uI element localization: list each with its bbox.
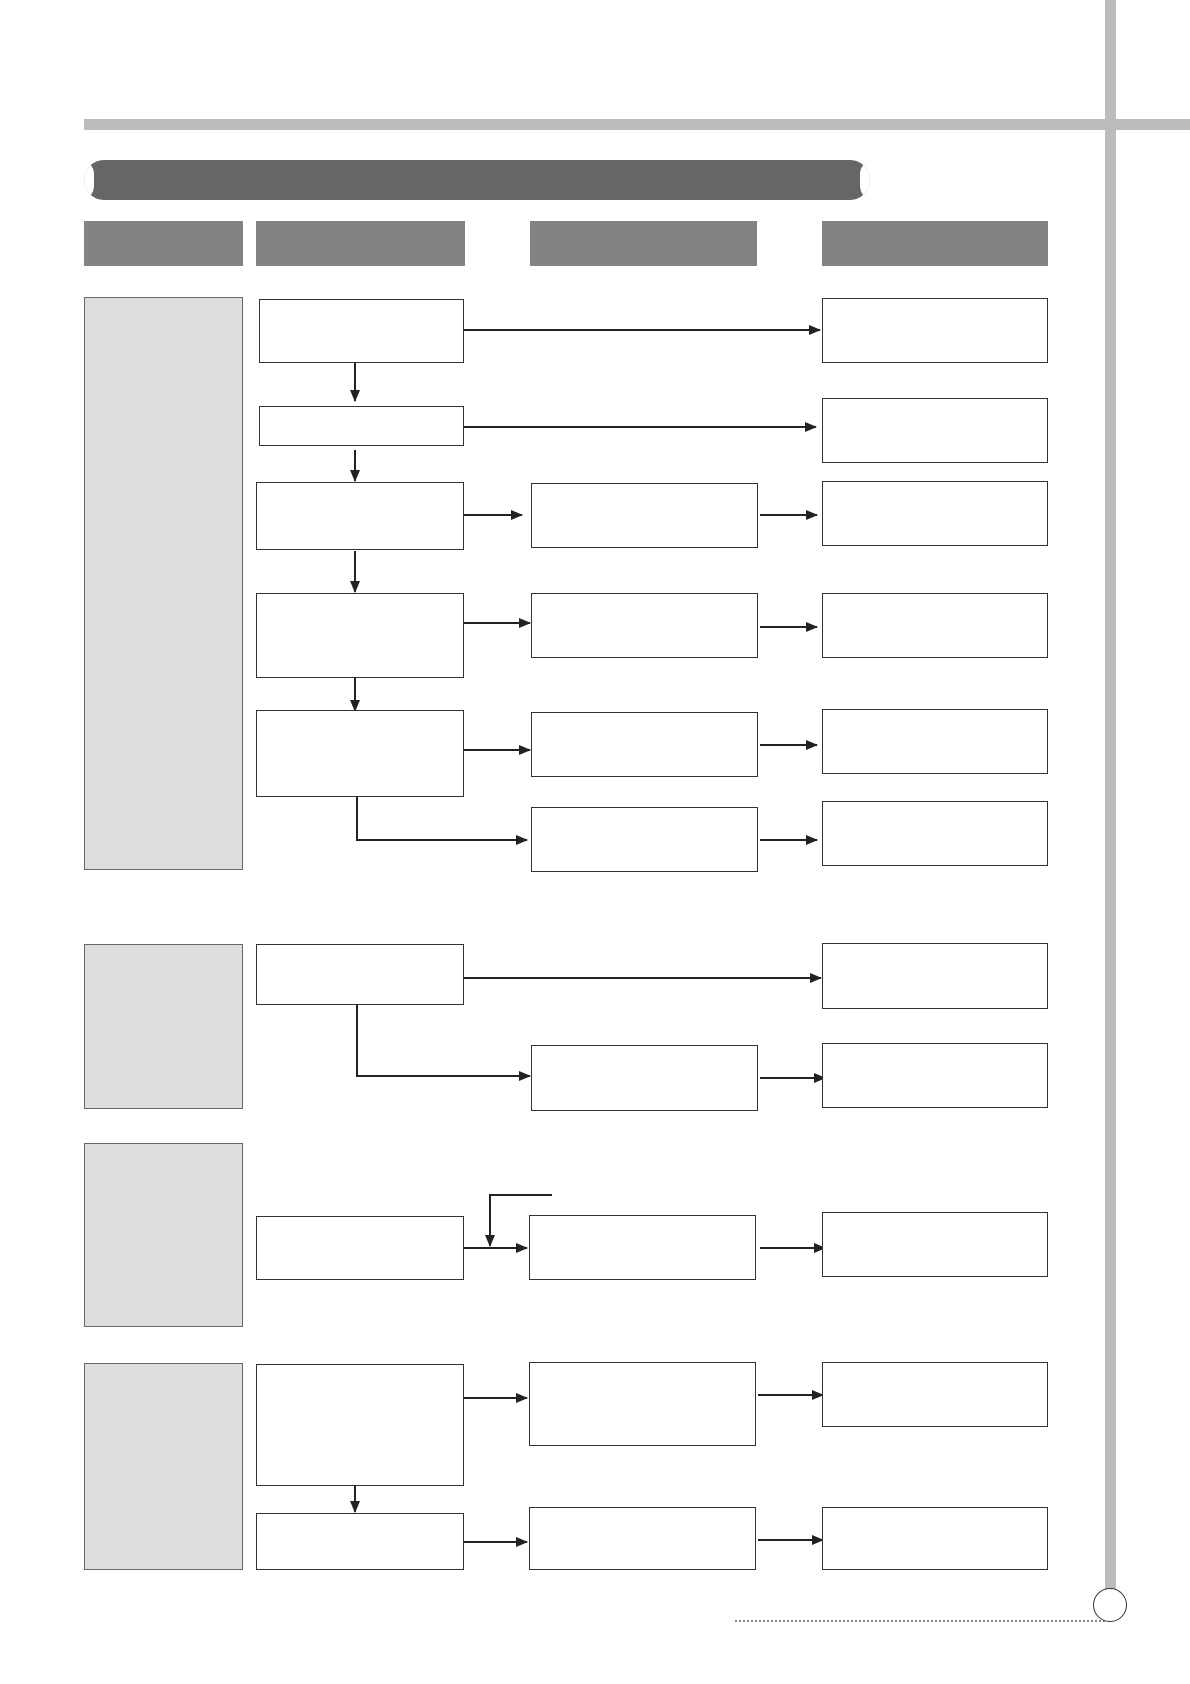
page-number bbox=[1093, 1588, 1127, 1622]
flow-box bbox=[822, 398, 1048, 463]
flow-box bbox=[256, 1513, 464, 1570]
flow-box bbox=[822, 1212, 1048, 1277]
flow-box bbox=[531, 593, 758, 658]
flow-box bbox=[822, 298, 1048, 363]
flow-box bbox=[256, 1216, 464, 1280]
footer-dotted-line bbox=[735, 1620, 1105, 1622]
flow-box bbox=[256, 593, 464, 678]
flow-box bbox=[256, 710, 464, 797]
flow-box bbox=[529, 1215, 756, 1280]
flow-box bbox=[822, 801, 1048, 866]
flow-box bbox=[531, 1045, 758, 1111]
flow-box bbox=[822, 1043, 1048, 1108]
flow-box bbox=[531, 483, 758, 548]
flow-box bbox=[531, 807, 758, 872]
flow-box bbox=[822, 709, 1048, 774]
flow-box bbox=[822, 593, 1048, 658]
flow-box bbox=[822, 1507, 1048, 1570]
flow-box bbox=[529, 1507, 756, 1570]
flow-box bbox=[822, 1362, 1048, 1427]
flow-box bbox=[259, 299, 464, 363]
flow-box bbox=[822, 943, 1048, 1009]
flow-box bbox=[256, 482, 464, 550]
flow-box bbox=[256, 1364, 464, 1486]
flow-box bbox=[256, 944, 464, 1005]
flow-box bbox=[822, 481, 1048, 546]
flow-box bbox=[529, 1362, 756, 1446]
flow-box bbox=[259, 406, 464, 446]
flow-box bbox=[531, 712, 758, 777]
